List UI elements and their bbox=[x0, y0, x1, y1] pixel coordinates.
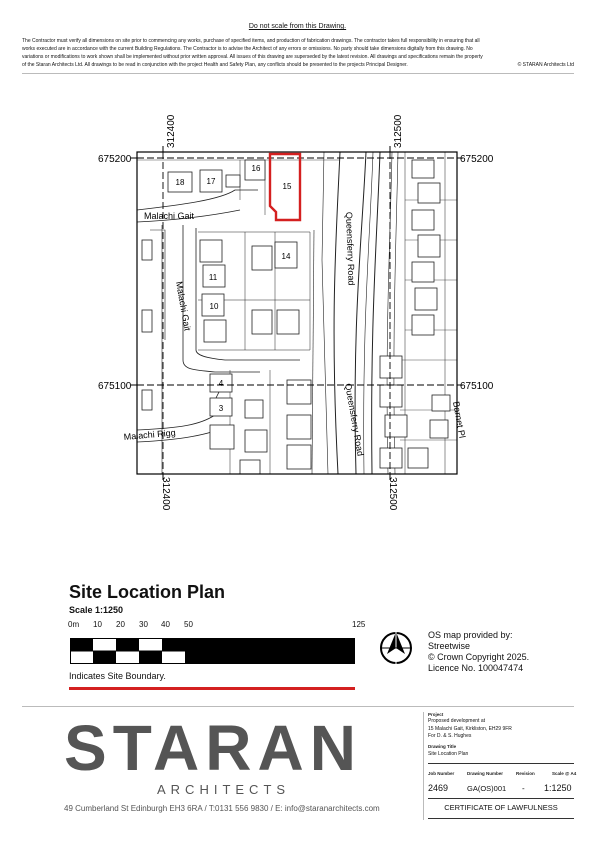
title-block-rule bbox=[428, 763, 574, 764]
disclaimer-line: of the Staran Architects Ltd. All drawings to be read in conjunction with the project Health and Safety Plan, any conflicts should be presented to the projects Principal Designer. bbox=[22, 62, 408, 68]
easting-label: 312500 bbox=[387, 477, 398, 511]
os-credit-line: Streetwise bbox=[428, 641, 471, 651]
scale-tick: 30 bbox=[139, 620, 148, 629]
street-label: Malachi Rigg bbox=[123, 427, 177, 442]
disclaimer-title: Do not scale from this Drawing. bbox=[248, 23, 347, 30]
street-label: Queensferry Road bbox=[343, 382, 366, 457]
logo-subtitle: ARCHITECTS bbox=[157, 782, 291, 797]
street-label: Barnet Pl bbox=[451, 400, 468, 439]
project-line: 15 Malachi Gait, Kirkliston, EH29 9FR bbox=[428, 725, 512, 732]
title-block-rule bbox=[428, 818, 574, 819]
easting-label: 312400 bbox=[160, 477, 171, 511]
house-number: 10 bbox=[209, 302, 219, 311]
house-number: 3 bbox=[218, 404, 224, 413]
northing-label: 675200 bbox=[98, 154, 132, 165]
house-number: 15 bbox=[282, 182, 292, 191]
street-label: Queensferry Road bbox=[344, 211, 357, 286]
house-number: 4 bbox=[218, 379, 224, 388]
os-credit-line: Licence No. 100047474 bbox=[428, 663, 524, 673]
project-line: Proposed development at bbox=[428, 718, 485, 724]
scale-tick: 10 bbox=[93, 620, 102, 629]
project-line: For D. & S. Hughes bbox=[428, 733, 472, 739]
job-number: 2469 bbox=[428, 783, 449, 793]
easting-label: 312400 bbox=[166, 114, 177, 148]
project-heading: Project bbox=[428, 712, 444, 717]
scale-tick: 20 bbox=[116, 620, 125, 629]
os-credit bbox=[428, 630, 529, 674]
revision-value: - bbox=[522, 784, 525, 793]
page-title: Site Location Plan bbox=[69, 582, 226, 602]
scale-heading: Scale @ A4 bbox=[552, 771, 577, 776]
logo-wordmark: STARAN bbox=[64, 712, 362, 784]
staran-logo bbox=[62, 712, 392, 804]
scale-tick: 0m bbox=[68, 620, 80, 629]
scale-value: 1:1250 bbox=[544, 783, 572, 793]
footer-divider bbox=[22, 706, 574, 707]
title-block-divider bbox=[423, 712, 424, 820]
scale-tick: 125 bbox=[352, 620, 366, 629]
scale-bar bbox=[70, 638, 360, 668]
scale-tick: 50 bbox=[184, 620, 193, 629]
disclaimer-line: The Contractor must verify all dimensions on site prior to commencing any works, purchase of specified items, and production of fabrication drawings. The contractor takes full responsibility in ensuring that all bbox=[22, 38, 480, 44]
drawing-title-heading: Drawing Title bbox=[428, 744, 457, 749]
disclaimer-line: works executed are in accordance with the current Building Regulations. The Contractor is to advise the Architect of any errors or omissions. No party should take dimensions digitally from this drawing. No bbox=[22, 46, 473, 52]
drawing-number: GA(OS)001 bbox=[467, 784, 507, 793]
os-credit-line: © Crown Copyright 2025. bbox=[428, 652, 530, 662]
northing-label: 675200 bbox=[460, 154, 494, 165]
house-number: 16 bbox=[251, 164, 261, 173]
revision-heading: Revision bbox=[516, 771, 535, 776]
certificate-label: CERTIFICATE OF LAWFULNESS bbox=[444, 803, 558, 812]
northing-label: 675100 bbox=[98, 381, 132, 392]
title-block-rule bbox=[428, 798, 574, 799]
copyright-note: © STARAN Architects Ltd bbox=[517, 62, 574, 68]
drawing-number-heading: Drawing Number bbox=[467, 771, 504, 776]
northing-label: 675100 bbox=[460, 381, 494, 392]
house-number: 18 bbox=[175, 178, 185, 187]
easting-label: 312500 bbox=[393, 114, 404, 148]
house-number: 11 bbox=[208, 273, 218, 282]
drawing-title: Site Location Plan bbox=[428, 751, 469, 757]
boundary-legend-label: Indicates Site Boundary. bbox=[69, 671, 166, 681]
scale-tick: 40 bbox=[161, 620, 170, 629]
project-details bbox=[428, 718, 512, 741]
scale-label: Scale 1:1250 bbox=[69, 605, 124, 615]
disclaimer-line: variations or modifications to work shown shall be implemented without prior written approval. All issues of this drawing are superseded by the latest revision. All drawings and specifications remain the property bbox=[22, 54, 483, 60]
office-address: 49 Cumberland St Edinburgh EH3 6RA / T:0131 556 9830 / E: info@staranarchitects.com bbox=[64, 804, 380, 813]
house-number: 14 bbox=[281, 252, 291, 261]
boundary-legend-line bbox=[69, 687, 355, 690]
os-credit-line: OS map provided by: bbox=[428, 630, 513, 640]
street-label: Malachi Gait bbox=[174, 280, 193, 332]
street-label: Malachi Gait bbox=[144, 211, 195, 221]
house-number: 17 bbox=[206, 177, 216, 186]
job-number-heading: Job Number bbox=[428, 771, 455, 776]
north-arrow-icon bbox=[378, 628, 414, 668]
